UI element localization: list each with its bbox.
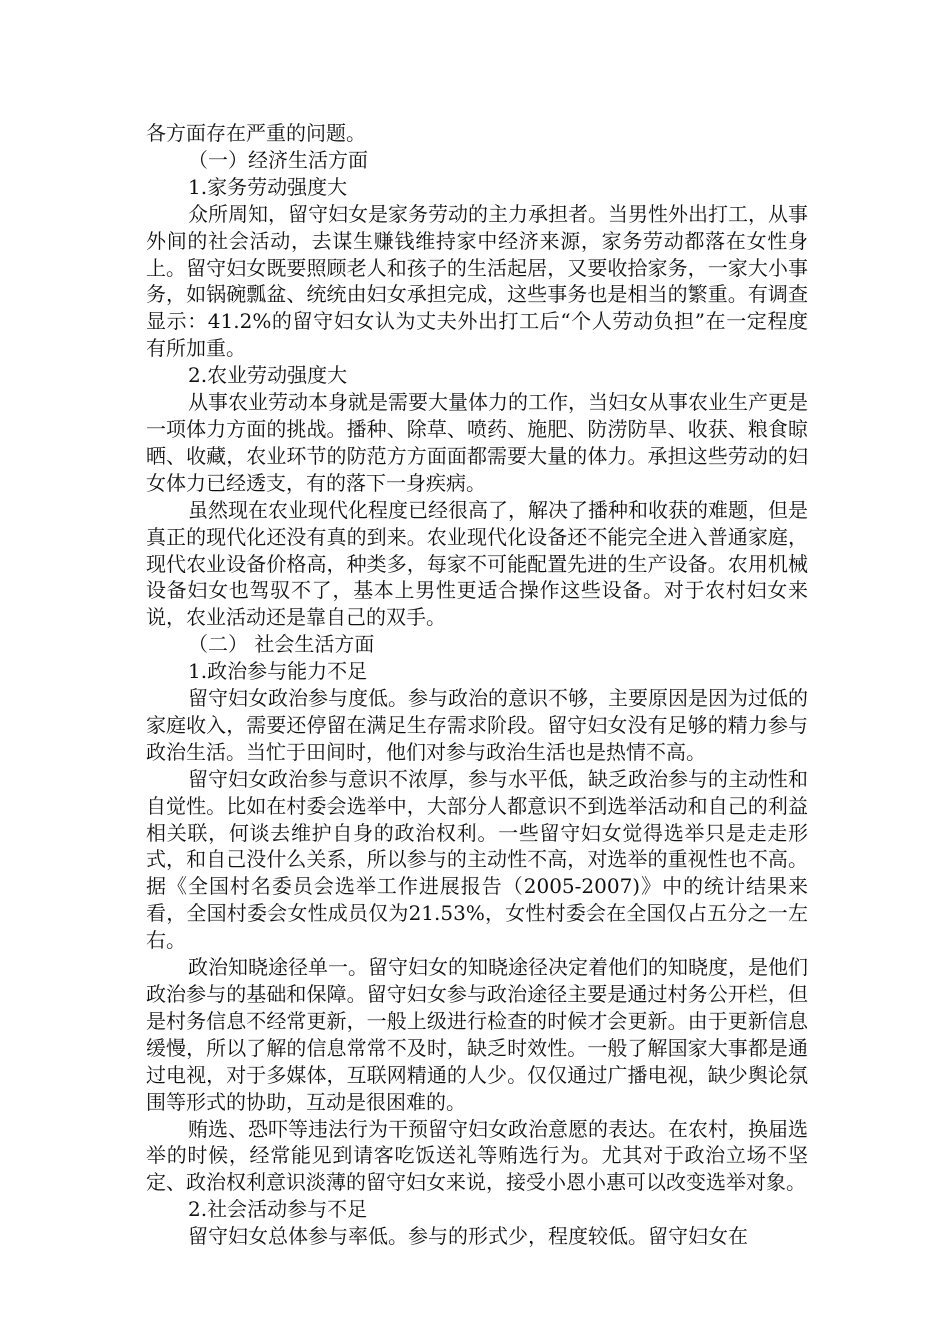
paragraph-farm-labor: 从事农业劳动本身就是需要大量体力的工作，当妇女从事农业生产更是一项体力方面的挑战。播种、除草、喷药、施肥、防涝防旱、收获、粮食晾晒、收藏，农业环节的防范方方面面都需要大量的体力。承担这些劳动的妇女体力已经透支，有的落下一身疾病。: [146, 390, 808, 495]
paragraph-political-low: 留守妇女政治参与度低。参与政治的意识不够，主要原因是因为过低的家庭收入，需要还停留在满足生存需求阶段。留守妇女没有足够的精力参与政治生活。当忙于田间时，他们对参与政治生活也是热情不高。: [146, 686, 808, 764]
paragraph-political-channels: 政治知晓途径单一。留守妇女的知晓途径决定着他们的知晓度，是他们政治参与的基础和保障。留守妇女参与政治途径主要是通过村务公开栏，但是村务信息不经常更新，一般上级进行检查的时候才会更新。由于更新信息缓慢，所以了解的信息常常不及时，缺乏时效性。一般了解国家大事都是通过电视，对于多媒体，互联网精通的人少。仅仅通过广播电视，缺少舆论氛围等形式的协助，互动是很困难的。: [146, 955, 808, 1114]
subheading-social-activities: 2.社会活动参与不足: [188, 1197, 368, 1222]
paragraph-bribery: 贿选、恐吓等违法行为干预留守妇女政治意愿的表达。在农村，换届选举的时候，经常能见到请客吃饭送礼等贿选行为。尤其对于政治立场不坚定、政治权利意识淡薄的留守妇女来说，接受小恩小惠可以改变选举对象。: [146, 1116, 808, 1195]
paragraph-farm-modernization: 虽然现在农业现代化程度已经很高了，解决了播种和收获的难题，但是真正的现代化还没有真的到来。农业现代化设备还不能完全进入普通家庭，现代农业设备价格高，种类多，每家不可能配置先进的生产设备。农用机械设备妇女也驾驭不了，基本上男性更适合操作这些设备。对于农村妇女来说，农业活动还是靠自己的双手。: [146, 497, 808, 630]
section-heading-economic-life: （一）经济生活方面: [188, 147, 368, 172]
subheading-political-participation: 1.政治参与能力不足: [188, 659, 368, 684]
paragraph-political-awareness: 留守妇女政治参与意识不浓厚，参与水平低，缺乏政治参与的主动性和自觉性。比如在村委会选举中，大部分人都意识不到选举活动和自己的利益相关联，何谈去维护自身的政治权利。一些留守妇女觉得选举只是走走形式，和自己没什么关系，所以参与的主动性不高，对选举的重视性也不高。据《全国村名委员会选举工作进展报告（2005-2007)》中的统计结果来看，全国村委会女性成员仅为21.53%，女性村委会在全国仅占五分之一左右。: [146, 766, 808, 953]
paragraph-continuation: 各方面存在严重的问题。: [146, 121, 366, 145]
subheading-housework: 1.家务劳动强度大: [188, 174, 348, 199]
paragraph-social-participation: 留守妇女总体参与率低。参与的形式少，程度较低。留守妇女在: [188, 1224, 748, 1249]
document-page: [146, 120, 808, 1250]
subheading-farm-labor: 2.农业劳动强度大: [188, 363, 348, 388]
paragraph-housework: 众所周知，留守妇女是家务劳动的主力承担者。当男性外出打工，从事外间的社会活动，去谋生赚钱维持家中经济来源，家务劳动都落在女性身上。留守妇女既要照顾老人和孩子的生活起居，又要收拾家务，一家大小事务，如锅碗瓢盆、统统由妇女承担完成，这些事务也是相当的繁重。有调查显示：41.2%的留守妇女认为丈夫外出打工后“个人劳动负担”在一定程度有所加重。: [146, 201, 808, 361]
section-heading-social-life: （二） 社会生活方面: [188, 632, 375, 657]
